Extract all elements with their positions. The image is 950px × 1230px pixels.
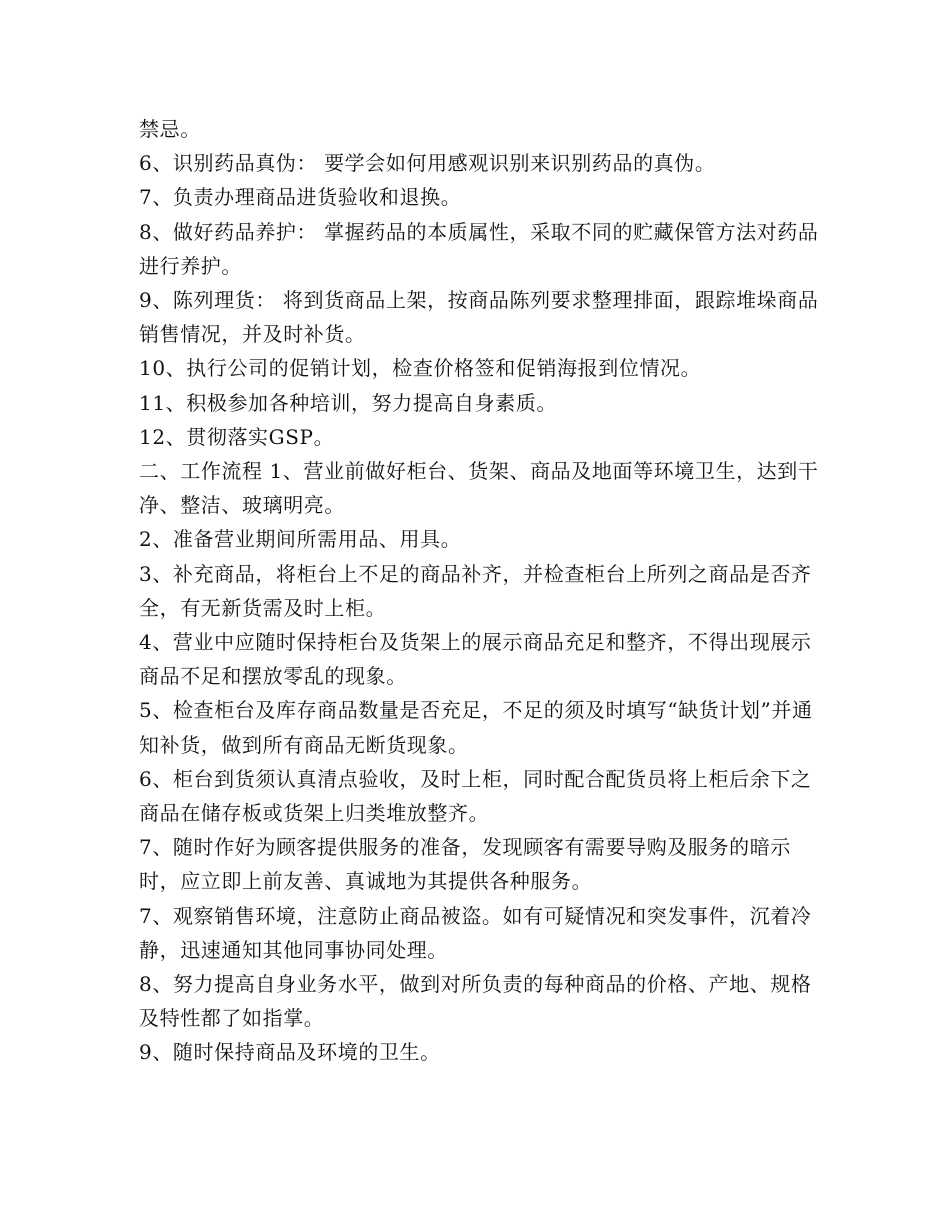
paragraph: 9、陈列理货： 将到货商品上架，按商品陈列要求整理排面，跟踪堆垛商品销售情况，并及时补货。 [139,288,819,347]
paragraph: 8、做好药品养护： 掌握药品的本质属性，采取不同的贮藏保管方法对药品进行养护。 [139,219,819,278]
paragraph: 12、贯彻落实GSP。 [139,424,335,449]
paragraph: 3、补充商品，将柜台上不足的商品补齐，并检查柜台上所列之商品是否齐全，有无新货需及时上柜。 [139,561,812,620]
paragraph: 7、随时作好为顾客提供服务的准备，发现顾客有需要导购及服务的暗示时，应立即上前友善、真诚地为其提供各种服务。 [139,835,791,894]
paragraph: 7、观察销售环境，注意防止商品被盗。如有可疑情况和突发事件，沉着冷静，迅速通知其他同事协同处理。 [139,903,812,962]
paragraph: 7、负责办理商品进货验收和退换。 [139,185,462,210]
paragraph: 禁忌。 [139,117,201,141]
paragraph: 2、准备营业期间所需用品、用具。 [139,527,462,552]
paragraph: 10、执行公司的促销计划，检查价格签和促销海报到位情况。 [139,356,702,381]
paragraph: 4、营业中应随时保持柜台及货架上的展示商品充足和整齐，不得出现展示商品不足和摆放零乱的现象。 [139,630,812,689]
paragraph: 二、工作流程 1、营业前做好柜台、货架、商品及地面等环境卫生，达到干净、整洁、玻璃明亮。 [139,459,819,518]
paragraph: 6、识别药品真伪： 要学会如何用感观识别来识别药品的真伪。 [139,151,716,176]
paragraph: 8、努力提高自身业务水平，做到对所负责的每种商品的价格、产地、规格及特性都了如指掌。 [139,972,812,1031]
paragraph: 9、随时保持商品及环境的卫生。 [139,1040,441,1065]
paragraph: 11、积极参加各种培训，努力提高自身素质。 [139,390,558,415]
document-body [139,112,819,1070]
paragraph: 5、检查柜台及库存商品数量是否充足，不足的须及时填写“缺货计划”并通知补货，做到所有商品无断货现象。 [139,698,813,757]
paragraph: 6、柜台到货须认真清点验收，及时上柜，同时配合配货员将上柜后余下之商品在储存板或货架上归类堆放整齐。 [139,766,812,826]
